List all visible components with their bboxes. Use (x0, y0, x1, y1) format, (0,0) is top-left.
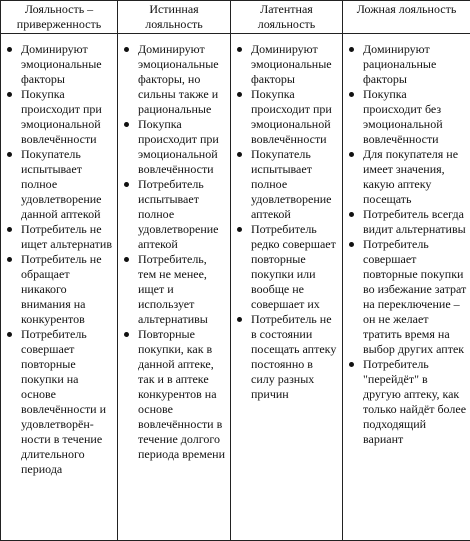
list-item: Доминируют эмоциональные факторы, но сильны также и рациональные (121, 42, 227, 117)
list-item: Потребитель совершает повторные покупки во избежание затрат на переключение – он не желает тратить время на выбор других аптек (346, 237, 467, 357)
bullet-list (346, 42, 467, 447)
list-item: Покупка происходит без эмоциональной вовлечённости (346, 87, 467, 147)
content-row (1, 34, 470, 541)
list-item: Потребитель не в состоянии посещать аптеку постоянно в силу разных причин (234, 312, 339, 402)
bullet-list (4, 42, 114, 477)
list-item: Доминируют рациональные факторы (346, 42, 467, 87)
list-item: Потребитель не обращает никакого внимания на конкурентов (4, 252, 114, 327)
bullet-list (234, 42, 339, 402)
list-item: Доминируют эмоциональные факторы (234, 42, 339, 87)
column-cell (231, 34, 343, 541)
column-header: Ложная лояльность (343, 1, 470, 34)
list-item: Покупатель испытывает полное удовлетворение данной аптекой (4, 147, 114, 222)
list-item: Покупка происходит при эмоциональной вовлечённости (234, 87, 339, 147)
list-item: Потребитель не ищет альтернатив (4, 222, 114, 252)
column-header: Лояльность – приверженность (1, 1, 118, 34)
column-cell (118, 34, 231, 541)
list-item: Покупка происходит при эмоциональной вовлечённости (121, 117, 227, 177)
list-item: Потребитель редко совершает повторные покупки или вообще не совершает их (234, 222, 339, 312)
list-item: Потребитель, тем не менее, ищет и использует альтернативы (121, 252, 227, 327)
list-item: Покупка происходит при эмоциональной вовлечённости (4, 87, 114, 147)
list-item: Покупатель испытывает полное удовлетворение аптекой (234, 147, 339, 222)
column-cell (1, 34, 118, 541)
list-item: Потребитель испытывает полное удовлетворение аптекой (121, 177, 227, 252)
column-cell (343, 34, 470, 541)
list-item: Потребитель "перейдёт" в другую аптеку, как только найдёт более подходящий вариант (346, 357, 467, 447)
bullet-list (121, 42, 227, 462)
list-item: Для покупателя не имеет значения, какую аптеку посещать (346, 147, 467, 207)
column-header: Истинная лояльность (118, 1, 231, 34)
list-item: Повторные покупки, как в данной аптеке, так и в аптеке конкурентов на основе вовлечённости в течение долгого периода времени (121, 327, 227, 462)
list-item: Потребитель всегда видит альтернативы (346, 207, 467, 237)
list-item: Доминируют эмоциональные факторы (4, 42, 114, 87)
list-item: Потребитель совершает повторные покупки на основе вовлечённости и удовлетворён-ности в течение длительного периода (4, 327, 114, 477)
header-row (1, 1, 470, 34)
column-header: Латентная лояльность (231, 1, 343, 34)
